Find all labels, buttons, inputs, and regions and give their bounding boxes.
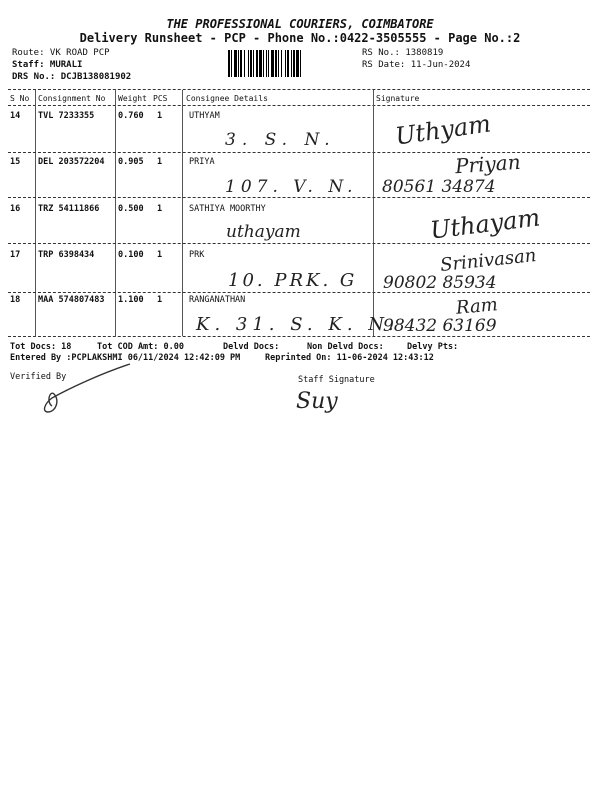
col-divider	[35, 90, 36, 336]
row-weight: 0.100	[118, 250, 144, 260]
row-consignee: UTHYAM	[189, 111, 220, 121]
col-divider	[182, 90, 183, 336]
col-sno: S No	[10, 94, 30, 103]
row-address-handwritten: uthayam	[226, 222, 301, 242]
col-signature: Signature	[376, 94, 420, 103]
barcode	[228, 50, 356, 77]
table-top-rule	[8, 89, 590, 90]
row-address-handwritten: 3. S. N.	[225, 130, 336, 150]
row-sno: 16	[10, 204, 21, 214]
row-signature-handwritten: Uthayam	[428, 203, 542, 245]
row-consignee: SATHIYA MOORTHY	[189, 204, 266, 214]
col-consignee: Consignee Details	[186, 94, 268, 103]
staff-signature-label: Staff Signature	[298, 375, 375, 385]
row-rule	[8, 292, 590, 293]
row-sno: 17	[10, 250, 21, 260]
row-rule	[8, 197, 590, 198]
row-pcs: 1	[157, 111, 163, 121]
col-pcs: PCS	[153, 94, 168, 103]
row-consignment: MAA 574807483	[38, 295, 105, 305]
table-bottom-rule	[8, 336, 590, 337]
col-divider	[115, 90, 116, 336]
row-weight: 0.500	[118, 204, 144, 214]
rs-date: RS Date: 11-Jun-2024	[362, 60, 471, 70]
row-consignment: DEL 203572204	[38, 157, 105, 167]
row-sno: 18	[10, 295, 21, 305]
rs-number: RS No.: 1380819	[362, 48, 444, 58]
row-address-handwritten: 10. PRK. G	[228, 270, 358, 291]
verified-by-signature	[30, 360, 140, 420]
row-weight: 0.760	[118, 111, 144, 121]
row-consignee: RANGANATHAN	[189, 295, 246, 305]
reprinted-on: Reprinted On: 11-06-2024 12:43:12	[265, 353, 434, 363]
row-rule	[8, 243, 590, 244]
verified-by-label: Verified By	[10, 372, 67, 382]
row-sno: 14	[10, 111, 21, 121]
total-docs: Tot Docs: 18	[10, 342, 72, 352]
row-consignment: TRZ 54111866	[38, 204, 100, 214]
row-address-handwritten: 107. V. N.	[225, 177, 358, 197]
route-label: Route: VK ROAD PCP	[12, 48, 110, 58]
runsheet-title: Delivery Runsheet - PCP - Phone No.:0422-3505555 - Page No.:2	[79, 31, 521, 45]
row-phone-handwritten: 98432 63169	[383, 316, 497, 336]
row-consignment: TRP 6398434	[38, 250, 95, 260]
row-consignee: PRIYA	[189, 157, 215, 167]
row-signature-handwritten: Srinivasan	[439, 245, 538, 276]
row-consignee: PRK	[189, 250, 205, 260]
col-weight: Weight	[118, 94, 147, 103]
entered-by: Entered By :PCPLAKSHMI 06/11/2024 12:42:09 PM	[10, 353, 241, 363]
row-signature-handwritten: Priyan	[454, 149, 522, 179]
col-consignment: Consignment No	[38, 94, 106, 103]
row-weight: 0.905	[118, 157, 144, 167]
row-consignment: TVL 7233355	[38, 111, 95, 121]
header-rule	[8, 105, 590, 106]
row-signature-handwritten: Uthyam	[393, 109, 493, 151]
row-sno: 15	[10, 157, 21, 167]
non-delivered-docs: Non Delvd Docs:	[307, 342, 384, 352]
drs-number: DRS No.: DCJB138081902	[12, 72, 132, 82]
row-pcs: 1	[157, 157, 163, 167]
delivered-docs: Delvd Docs:	[223, 342, 280, 352]
col-divider	[373, 90, 374, 336]
row-phone-handwritten: 80561 34874	[382, 177, 496, 197]
row-signature-handwritten: Ram	[455, 294, 499, 319]
row-weight: 1.100	[118, 295, 144, 305]
row-pcs: 1	[157, 250, 163, 260]
delivery-points: Delvy Pts:	[407, 342, 459, 352]
staff-label: Staff: MURALI	[12, 60, 83, 70]
row-phone-handwritten: 90802 85934	[383, 273, 497, 293]
row-pcs: 1	[157, 295, 163, 305]
company-name: THE PROFESSIONAL COURIERS, COIMBATORE	[166, 17, 434, 31]
row-address-handwritten: K. 31. S. K. N.	[196, 314, 399, 335]
total-cod-amount: Tot COD Amt: 0.00	[97, 342, 184, 352]
staff-signature-handwritten: Suy	[296, 389, 338, 414]
row-pcs: 1	[157, 204, 163, 214]
